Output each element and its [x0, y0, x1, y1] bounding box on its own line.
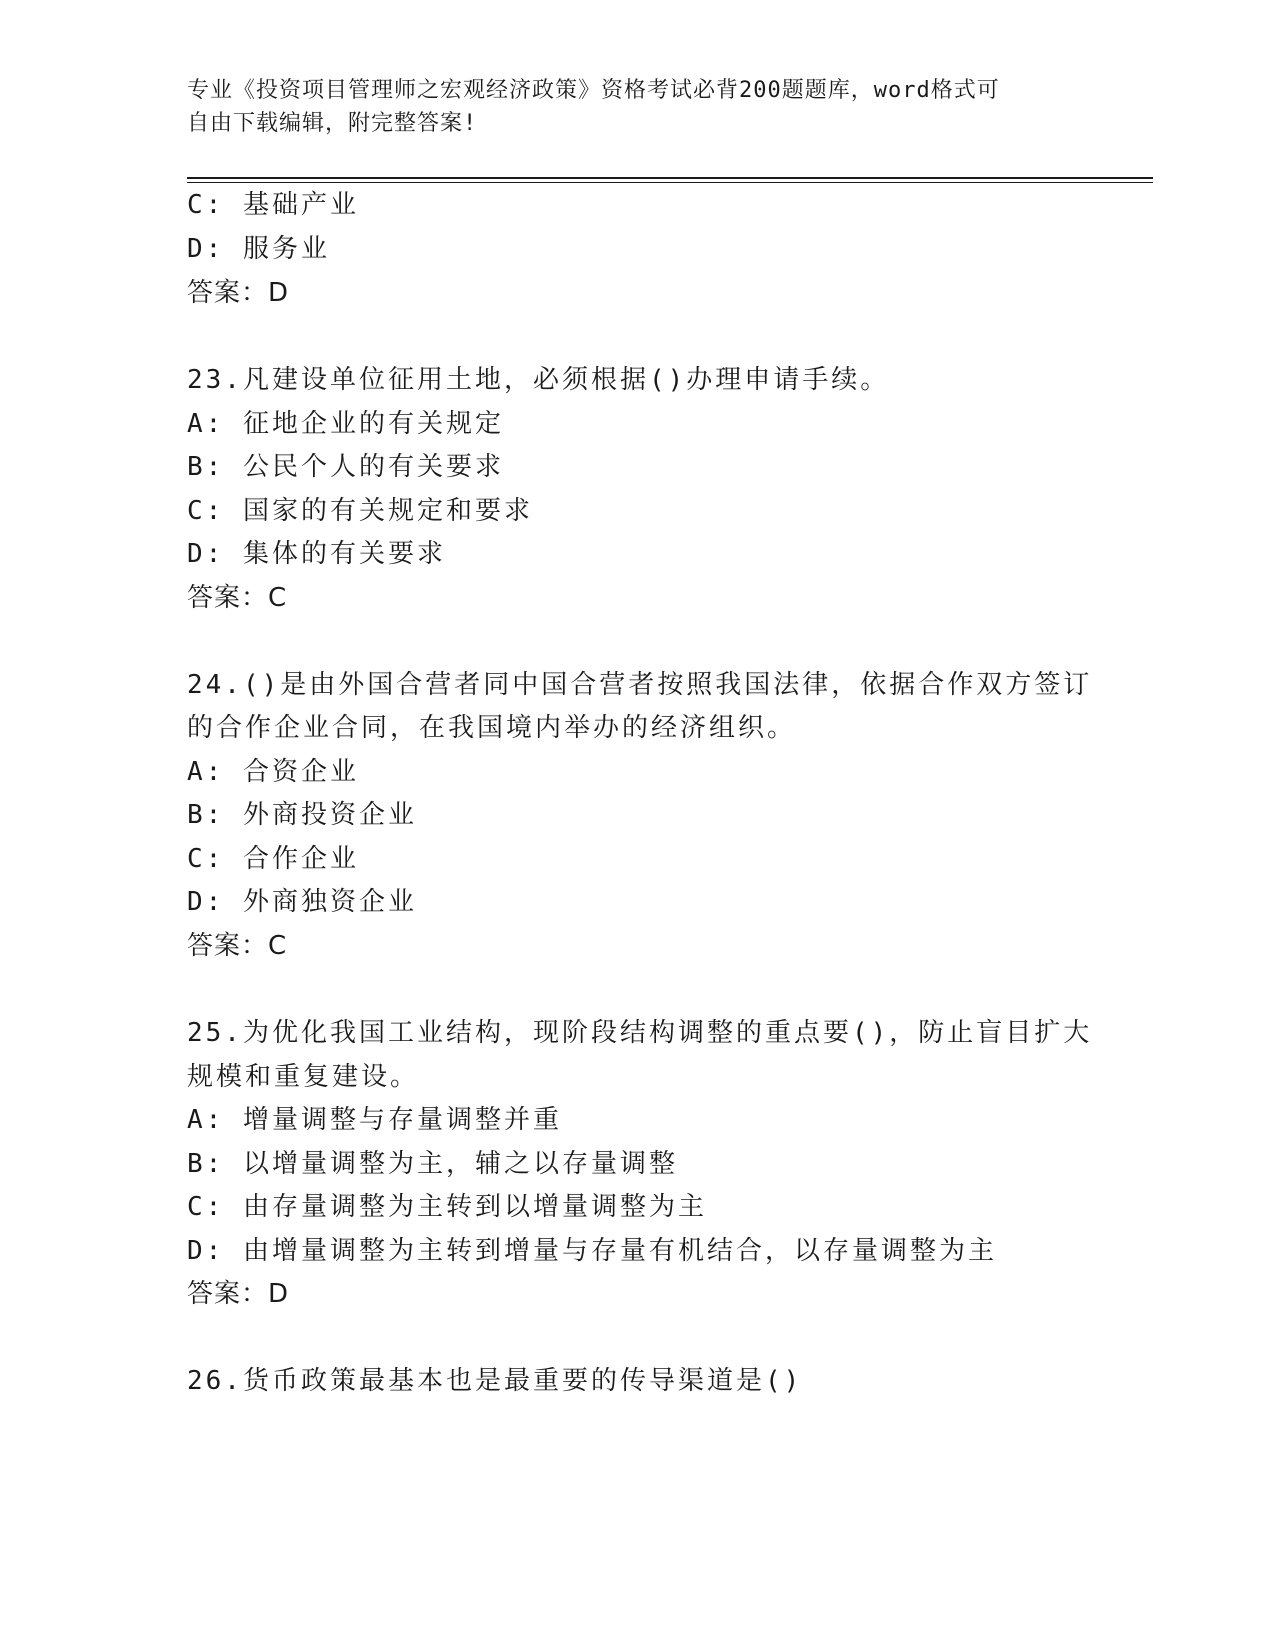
question-25-option-c: C: 由存量调整为主转到以增量调整为主 [187, 1192, 707, 1222]
question-25-answer: 答案：D [187, 1279, 290, 1309]
question-23-option-c: C: 国家的有关规定和要求 [187, 496, 533, 526]
answer-line: 答案：D [187, 278, 290, 308]
header-line-1: 专业《投资项目管理师之宏观经济政策》资格考试必背200题题库，word格式可 [187, 78, 1000, 103]
question-24-option-b: B: 外商投资企业 [187, 800, 417, 830]
question-23-option-b: B: 公民个人的有关要求 [187, 452, 504, 482]
header-rule-thin [187, 182, 1153, 183]
question-25-option-d: D: 由增量调整为主转到增量与存量有机结合，以存量调整为主 [187, 1236, 997, 1266]
question-24-option-c: C: 合作企业 [187, 844, 359, 874]
question-25-option-a: A: 增量调整与存量调整并重 [187, 1105, 562, 1135]
question-25-stem-line-1: 25.为优化我国工业结构，现阶段结构调整的重点要()，防止盲目扩大 [187, 1018, 1093, 1048]
question-24-answer: 答案：C [187, 931, 288, 961]
option-d: D: 服务业 [187, 234, 330, 264]
question-24-option-a: A: 合资企业 [187, 757, 359, 787]
question-24-stem-line-1: 24.()是由外国合营者同中国合营者按照我国法律，依据合作双方签订 [187, 670, 1093, 700]
document-header [187, 74, 1077, 140]
header-line-2: 自由下载编辑，附完整答案! [187, 111, 478, 136]
question-24-option-d: D: 外商独资企业 [187, 887, 417, 917]
option-c: C: 基础产业 [187, 190, 359, 220]
question-23-option-d: D: 集体的有关要求 [187, 539, 446, 569]
question-25-stem-line-2: 规模和重复建设。 [187, 1062, 420, 1092]
header-rule-thick [187, 177, 1153, 179]
question-25-option-b: B: 以增量调整为主，辅之以存量调整 [187, 1149, 678, 1179]
question-23-answer: 答案：C [187, 583, 288, 613]
question-23-option-a: A: 征地企业的有关规定 [187, 409, 504, 439]
question-24-stem-line-2: 的合作企业合同，在我国境内举办的经济组织。 [187, 713, 797, 743]
question-26-stem: 26.货币政策最基本也是最重要的传导渠道是() [187, 1366, 803, 1396]
question-23-stem: 23.凡建设单位征用土地，必须根据()办理申请手续。 [187, 365, 890, 395]
